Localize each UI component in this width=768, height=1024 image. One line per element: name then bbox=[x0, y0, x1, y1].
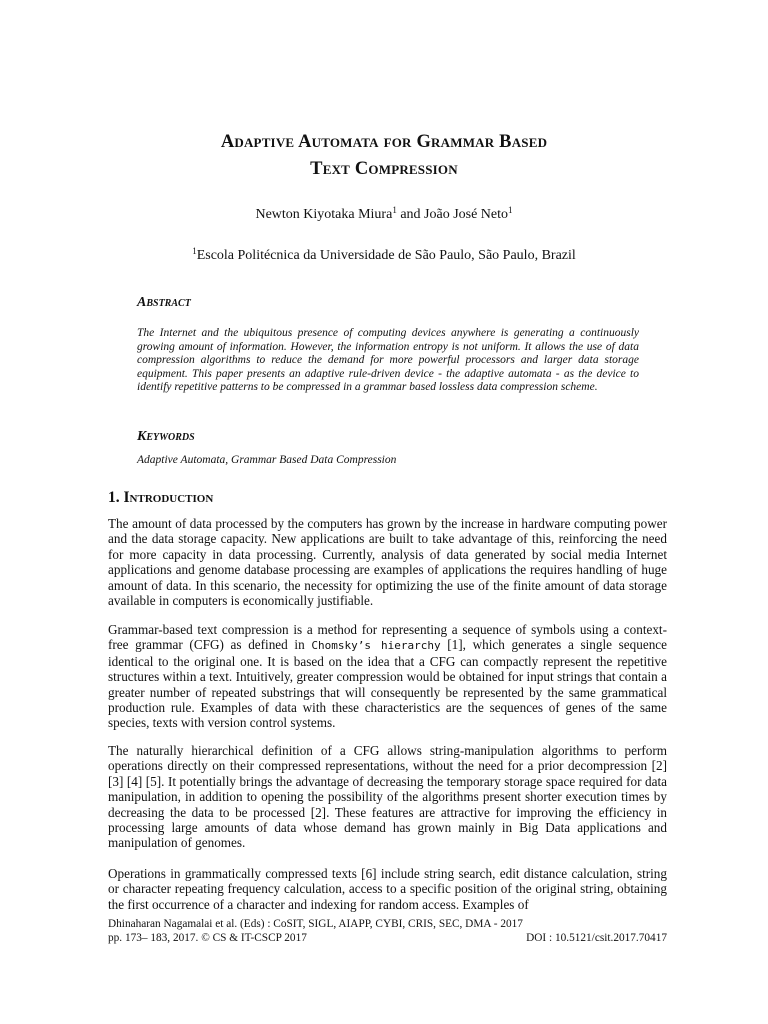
section-title: Introduction bbox=[123, 489, 214, 506]
paragraph-text: Grammar-based text compression is a method for representing a sequence of symbols using a context-free grammar (CFG) as defined in bbox=[108, 622, 667, 653]
author-separator: and bbox=[396, 207, 425, 222]
body-paragraph: The amount of data processed by the computers has grown by the increase in hardware computing power and the data storage capacity. New applications are built to take advantage of this, reinforcing the need for more capacity in data processing. Currently, analysis of data generated by social media Internet applications and genome database processing are examples of applications the requires handling of huge amount of data. In this scenario, the necessity for optimizing the use of the finite amount of data storage available in computers is economically justifiable. bbox=[108, 516, 667, 609]
affiliation-text: Escola Politécnica da Universidade de São Paulo, São Paulo, Brazil bbox=[196, 248, 576, 263]
paper-title-line-1: Adaptive Automata for Grammar Based bbox=[220, 132, 548, 152]
author-affiliation-mark: 1 bbox=[508, 205, 513, 215]
author-name: João José Neto bbox=[424, 207, 509, 222]
body-paragraph: Operations in grammatically compressed texts [6] include string search, edit distance calculation, string or character repeating frequency calculation, access to a specific position of the original string, obtaining the first occurrence of a character and indexing for random access. Examples of bbox=[108, 866, 667, 912]
section-heading bbox=[108, 489, 213, 507]
abstract-text: The Internet and the ubiquitous presence of computing devices anywhere is generating a continuously growing amount of information. However, the information entropy is not uniform. It allows the use of data compression algorithms to reduce the demand for more powerful processors and larger data storage equipment. This paper presents an adaptive rule-driven device - the adaptive automata - as the device to identify repetitive patterns to be compressed in a grammar based lossless data compression scheme. bbox=[137, 327, 639, 394]
footer-pages-copyright: pp. 173– 183, 2017. © CS & IT-CSCP 2017 bbox=[108, 932, 307, 944]
keywords-text: Adaptive Automata, Grammar Based Data Compression bbox=[137, 454, 397, 466]
author-name: Newton Kiyotaka Miura bbox=[255, 207, 393, 222]
body-paragraph: The naturally hierarchical definition of a CFG allows string-manipulation algorithms to perform operations directly on their compressed representations, without the need for a prior decompression [2] [3] [4] [5]. It potentially brings the advantage of decreasing the temporary storage space required for data manipulation, in addition to opening the possibility of the algorithms present shorter execution times by decreasing the data to be processed [2]. These features are attractive for improving the efficiency in processing large amounts of data whose demand has grown mainly in Big Data applications and manipulation of genomes. bbox=[108, 743, 667, 851]
keywords-heading: Keywords bbox=[137, 429, 195, 444]
footer-doi: DOI : 10.5121/csit.2017.70417 bbox=[526, 932, 667, 944]
footer-pages bbox=[108, 932, 667, 944]
footer-proceedings: Dhinaharan Nagamalai et al. (Eds) : CoSIT, SIGL, AIAPP, CYBI, CRIS, SEC, DMA - 2017 bbox=[108, 918, 523, 930]
affiliation-mark: 1 bbox=[192, 246, 197, 256]
author-list bbox=[0, 207, 768, 223]
abstract-heading: Abstract bbox=[137, 295, 191, 310]
section-number: 1. bbox=[108, 489, 124, 506]
paper-title-line-2: Text Compression bbox=[310, 159, 458, 179]
paragraph-text: [1], which generates a single sequence identical to the original one. It is based on the idea that a CFG can compactly represent the repetitive structures within a text. Intuitively, greater compression would be obtained for input strings that contain a greater number of repeated substrings that will consequently be represented by the same grammatical production rule. Examples of data with these characteristics are the sequences of genes of the same species, texts with version control systems. bbox=[108, 637, 667, 731]
monospace-term: Chomsky’s hierarchy bbox=[311, 639, 441, 653]
body-paragraph bbox=[108, 622, 667, 731]
affiliation bbox=[0, 248, 768, 264]
author-affiliation-mark: 1 bbox=[392, 205, 397, 215]
